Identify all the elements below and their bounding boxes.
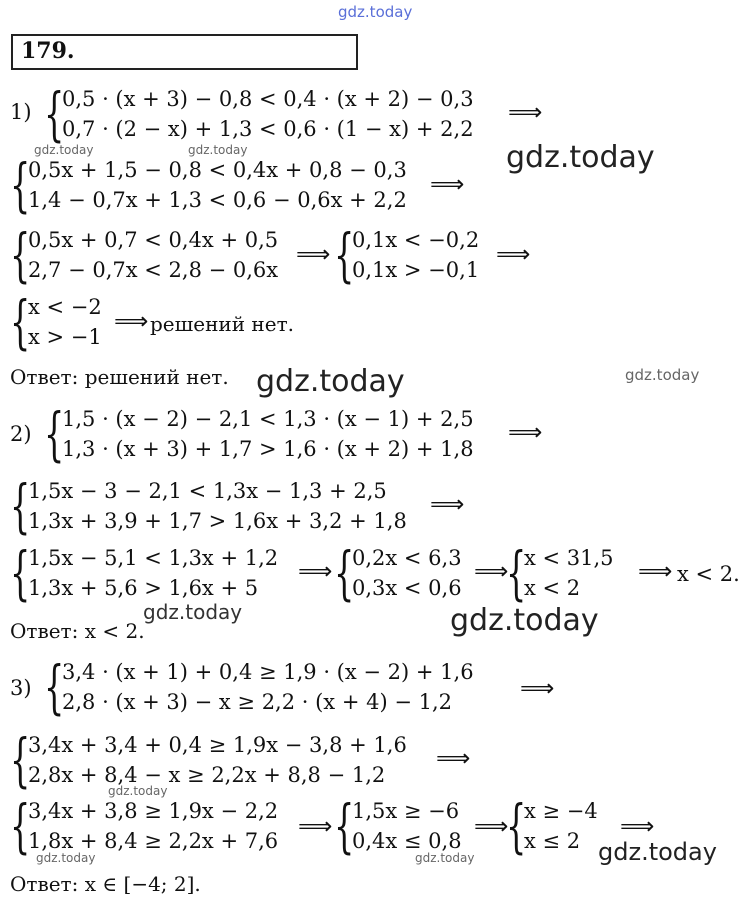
p3-s2-line2: 2,8x + 8,4 − x ≥ 2,2x + 8,8 − 1,2 <box>28 763 386 787</box>
implies-arrow: ⟹ <box>508 418 543 446</box>
p1-s4-line1: x < −2 <box>28 295 102 319</box>
problem-header <box>11 34 358 70</box>
p2-s1-line1: 1,5 · (x − 2) − 2,1 < 1,3 · (x − 1) + 2,5 <box>62 407 474 431</box>
p2-s3a-line2: 1,3x + 5,6 > 1,6x + 5 <box>28 576 259 600</box>
implies-arrow: ⟹ <box>430 490 465 518</box>
brace: { <box>10 726 31 794</box>
implies-arrow: ⟹ <box>430 170 465 198</box>
p1-s4-line2: x > −1 <box>28 325 102 349</box>
brace: { <box>44 653 65 721</box>
brace: { <box>10 539 31 607</box>
watermark-large: gdz.today <box>506 140 655 175</box>
p2-result: x < 2. <box>677 562 740 586</box>
watermark-small: gdz.today <box>625 366 700 384</box>
implies-arrow: ⟹ <box>114 307 149 335</box>
watermark-small: gdz.today <box>34 143 94 157</box>
brace: { <box>10 792 31 860</box>
implies-arrow: ⟹ <box>508 98 543 126</box>
p2-system-3c <box>506 539 614 607</box>
p2-s3b-line2: 0,3x < 0,6 <box>352 576 462 600</box>
p3-s1-line2: 2,8 · (x + 3) − x ≥ 2,2 · (x + 4) − 1,2 <box>62 690 452 714</box>
p2-s2-line2: 1,3x + 3,9 + 1,7 > 1,6x + 3,2 + 1,8 <box>28 509 407 533</box>
watermark-small: gdz.today <box>415 851 475 865</box>
watermark-top: gdz.today <box>338 3 413 21</box>
p2-system-2 <box>10 472 407 540</box>
p3-answer: Ответ: x ∈ [−4; 2]. <box>10 872 201 896</box>
p3-system-1 <box>44 653 474 721</box>
p3-s2-line1: 3,4x + 3,4 + 0,4 ≥ 1,9x − 3,8 + 1,6 <box>28 733 407 757</box>
p3-s1-line1: 3,4 · (x + 1) + 0,4 ≥ 1,9 · (x − 2) + 1,6 <box>62 660 474 684</box>
brace: { <box>10 288 31 356</box>
p3-s3b-line1: 1,5x ≥ −6 <box>352 799 460 823</box>
watermark-small: gdz.today <box>108 784 168 798</box>
brace: { <box>334 221 355 289</box>
p2-s1-line2: 1,3 · (x + 3) + 1,7 > 1,6 · (x + 2) + 1,8 <box>62 437 474 461</box>
watermark-large: gdz.today <box>450 603 599 638</box>
p1-s1-line1: 0,5 · (x + 3) − 0,8 < 0,4 · (x + 2) − 0,3 <box>62 87 474 111</box>
p2-s2-line1: 1,5x − 3 − 2,1 < 1,3x − 1,3 + 2,5 <box>28 479 387 503</box>
brace: { <box>10 472 31 540</box>
watermark-small: gdz.today <box>36 851 96 865</box>
part-2-label: 2) <box>10 422 32 446</box>
p1-s3b-line1: 0,1x < −0,2 <box>352 228 480 252</box>
p2-s3b-line1: 0,2x < 6,3 <box>352 546 462 570</box>
p3-s3a-line1: 3,4x + 3,8 ≥ 1,9x − 2,2 <box>28 799 279 823</box>
watermark-small: gdz.today <box>598 838 717 866</box>
p1-s3b-line2: 0,1x > −0,1 <box>352 258 480 282</box>
brace: { <box>44 80 65 148</box>
p3-s3b-line2: 0,4x ≤ 0,8 <box>352 829 462 853</box>
implies-arrow: ⟹ <box>436 744 471 772</box>
p3-s3c-line2: x ≤ 2 <box>524 829 581 853</box>
brace: { <box>506 792 527 860</box>
p1-answer: Ответ: решений нет. <box>10 365 229 389</box>
implies-arrow: ⟹ <box>298 557 333 585</box>
brace: { <box>10 221 31 289</box>
p2-s3c-line2: x < 2 <box>524 576 581 600</box>
implies-arrow: ⟹ <box>638 557 673 585</box>
implies-arrow: ⟹ <box>298 812 333 840</box>
p1-s3a-line2: 2,7 − 0,7x < 2,8 − 0,6x <box>28 258 279 282</box>
p1-s1-line2: 0,7 · (2 − x) + 1,3 < 0,6 · (1 − x) + 2,2 <box>62 117 474 141</box>
part-1-label: 1) <box>10 100 32 124</box>
p2-answer: Ответ: x < 2. <box>10 619 145 643</box>
watermark-small: gdz.today <box>188 143 248 157</box>
implies-arrow: ⟹ <box>496 240 531 268</box>
implies-arrow: ⟹ <box>520 674 555 702</box>
p1-s2-line2: 1,4 − 0,7x + 1,3 < 0,6 − 0,6x + 2,2 <box>28 188 407 212</box>
p2-system-1 <box>44 400 474 468</box>
implies-arrow: ⟹ <box>474 812 509 840</box>
brace: { <box>44 400 65 468</box>
p1-s2-line1: 0,5x + 1,5 − 0,8 < 0,4x + 0,8 − 0,3 <box>28 158 407 182</box>
watermark-small: gdz.today <box>143 600 243 624</box>
p3-system-3c <box>506 792 598 860</box>
implies-arrow: ⟹ <box>474 557 509 585</box>
part-3-label: 3) <box>10 676 32 700</box>
implies-arrow: ⟹ <box>620 812 655 840</box>
p1-system-4 <box>10 288 102 356</box>
p1-system-3b <box>334 221 480 289</box>
brace: { <box>10 151 31 219</box>
p1-system-3a <box>10 221 279 289</box>
brace: { <box>334 539 355 607</box>
p2-system-3a <box>10 539 279 607</box>
p3-s3a-line2: 1,8x + 8,4 ≥ 2,2x + 7,6 <box>28 829 279 853</box>
brace: { <box>334 792 355 860</box>
p2-system-3b <box>334 539 462 607</box>
implies-arrow: ⟹ <box>296 240 331 268</box>
watermark-large: gdz.today <box>256 364 405 399</box>
p2-s3a-line1: 1,5x − 5,1 < 1,3x + 1,2 <box>28 546 279 570</box>
problem-number: 179. <box>21 38 75 64</box>
brace: { <box>506 539 527 607</box>
p3-s3c-line1: x ≥ −4 <box>524 799 598 823</box>
p1-system-1 <box>44 80 474 148</box>
p1-no-solutions: решений нет. <box>150 312 295 336</box>
p1-s3a-line1: 0,5x + 0,7 < 0,4x + 0,5 <box>28 228 279 252</box>
p2-s3c-line1: x < 31,5 <box>524 546 614 570</box>
p1-system-2 <box>10 151 407 219</box>
